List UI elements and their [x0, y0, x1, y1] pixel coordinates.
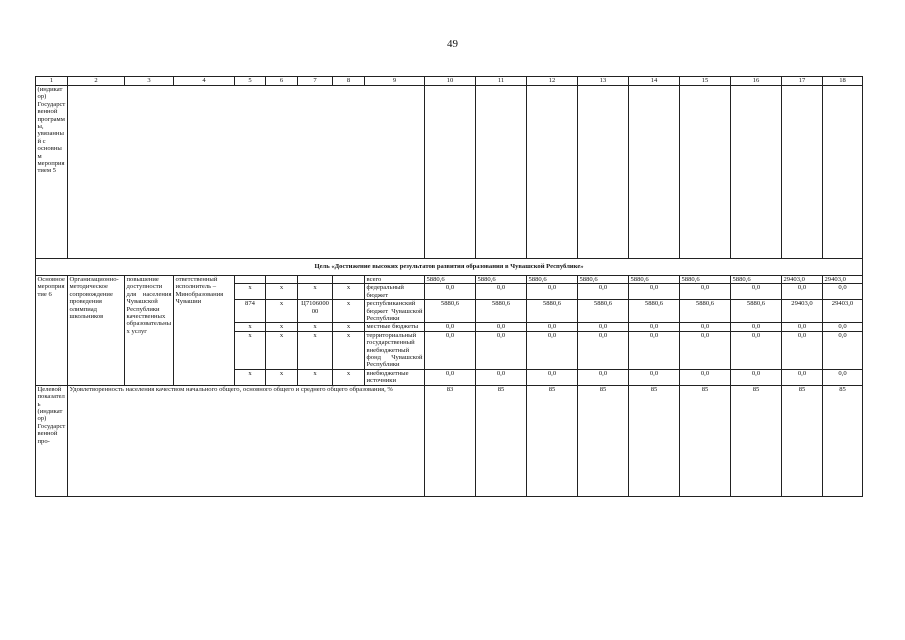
code-cell: x: [298, 323, 333, 331]
indicator-label: Целевой показатель (индикатор) Государственной про-: [36, 385, 68, 496]
empty-cell: [578, 86, 629, 259]
value-cell: 5880,6: [476, 276, 527, 284]
empty-cell: [476, 86, 527, 259]
code-cell: x: [298, 331, 333, 369]
value-cell: 0,0: [680, 331, 731, 369]
col-number: 10: [425, 77, 476, 86]
goal-row: [36, 259, 863, 276]
empty-cell: [527, 86, 578, 259]
code-cell: x: [235, 369, 266, 385]
value-cell: 0,0: [425, 284, 476, 300]
prev-indicator-empty: [68, 86, 425, 259]
value-cell: 0,0: [527, 323, 578, 331]
goal-title: Цель «Достижение высоких результатов развития образования в Чувашской Республике»: [36, 259, 863, 276]
code-cell: x: [298, 369, 333, 385]
column-numbers-row: [36, 77, 863, 86]
funding-source: республиканский бюджет Чувашской Республики: [366, 300, 423, 323]
indicator-value: 85: [527, 385, 578, 496]
event-title: Организационно-методическое сопровождение проведения олимпиад школьников: [68, 276, 125, 386]
indicator-value: 85: [629, 385, 680, 496]
value-cell: 0,0: [527, 369, 578, 385]
code-cell: x: [333, 369, 365, 385]
event-executor: ответственный исполнитель – Минобразования Чувашии: [174, 276, 235, 386]
value-cell: 0,0: [476, 369, 527, 385]
value-cell: 0,0: [629, 284, 680, 300]
code-cell: x: [235, 323, 266, 331]
code-cell: [266, 276, 298, 284]
indicator-value: 85: [578, 385, 629, 496]
value-cell: 5880,6: [731, 276, 782, 284]
code-cell: x: [333, 300, 365, 323]
col-number: 7: [298, 77, 333, 86]
col-number: 14: [629, 77, 680, 86]
value-cell: 0,0: [731, 323, 782, 331]
value-cell: 0,0: [476, 323, 527, 331]
value-cell: 0,0: [425, 323, 476, 331]
code-cell: 874: [235, 300, 266, 323]
value-cell: 0,0: [629, 369, 680, 385]
value-cell: 29403,0: [782, 276, 823, 284]
funding-source: федеральный бюджет: [365, 284, 425, 300]
indicator-value: 83: [425, 385, 476, 496]
code-cell: x: [266, 284, 298, 300]
value-cell: 0,0: [629, 323, 680, 331]
code-cell: Ц710600000: [298, 300, 333, 323]
value-cell: 0,0: [823, 284, 863, 300]
value-cell: 0,0: [578, 323, 629, 331]
indicator-value: 85: [782, 385, 823, 496]
value-cell: 0,0: [629, 331, 680, 369]
value-cell: 5880,6: [629, 276, 680, 284]
value-cell: 0,0: [731, 284, 782, 300]
value-cell: 0,0: [782, 331, 823, 369]
indicator-text: Удовлетворенность населения качеством начального общего, основного общего и среднего общего образования, %: [68, 385, 425, 496]
table-row: [36, 276, 863, 284]
col-number: 3: [125, 77, 174, 86]
value-cell: 29403,0: [823, 276, 863, 284]
value-cell: 5880,6: [731, 300, 782, 323]
prev-indicator-row: [36, 86, 863, 259]
code-cell: x: [298, 284, 333, 300]
value-cell: 0,0: [782, 369, 823, 385]
value-cell: 0,0: [823, 331, 863, 369]
funding-source: всего: [365, 276, 425, 284]
value-cell: 0,0: [578, 369, 629, 385]
code-cell: x: [235, 331, 266, 369]
col-number: 15: [680, 77, 731, 86]
code-cell: x: [266, 300, 298, 323]
code-cell: x: [333, 323, 365, 331]
event-name: Основное мероприятие 6: [36, 276, 68, 386]
value-cell: 29403,0: [782, 300, 823, 323]
col-number: 8: [333, 77, 365, 86]
indicator-value: 85: [476, 385, 527, 496]
empty-cell: [782, 86, 823, 259]
value-cell: 5880,6: [527, 276, 578, 284]
value-cell: 29403,0: [823, 300, 863, 323]
code-cell: [235, 276, 266, 284]
value-cell: 0,0: [680, 284, 731, 300]
code-cell: x: [333, 331, 365, 369]
indicator-row: [36, 385, 863, 496]
code-cell: [333, 276, 365, 284]
page-number: 49: [447, 38, 458, 50]
value-cell: 0,0: [476, 331, 527, 369]
event-target: повышение доступности для населения Чувашской Республики качественных образовательных услуг: [125, 276, 174, 386]
value-cell: 0,0: [731, 369, 782, 385]
value-cell: 0,0: [823, 323, 863, 331]
value-cell: 0,0: [425, 331, 476, 369]
value-cell: 5880,6: [578, 300, 629, 323]
value-cell: 5880,6: [476, 300, 527, 323]
value-cell: 0,0: [680, 369, 731, 385]
indicator-value: 85: [823, 385, 863, 496]
value-cell: 0,0: [782, 284, 823, 300]
code-cell: x: [266, 323, 298, 331]
empty-cell: [731, 86, 782, 259]
value-cell: 0,0: [578, 284, 629, 300]
col-number: 11: [476, 77, 527, 86]
empty-cell: [823, 86, 863, 259]
col-number: 1: [36, 77, 68, 86]
col-number: 12: [527, 77, 578, 86]
col-number: 6: [266, 77, 298, 86]
code-cell: x: [266, 331, 298, 369]
value-cell: 0,0: [527, 331, 578, 369]
value-cell: 0,0: [425, 369, 476, 385]
code-cell: x: [235, 284, 266, 300]
funding-source: местные бюджеты: [365, 323, 425, 331]
code-cell: x: [266, 369, 298, 385]
col-number: 2: [68, 77, 125, 86]
financing-table: [35, 76, 863, 497]
col-number: 9: [365, 77, 425, 86]
prev-indicator-label: (индикатор) Государственной программы, увязанный с основным мероприятием 5: [36, 86, 68, 259]
value-cell: 5880,6: [425, 300, 476, 323]
funding-source: внебюджетные источники: [365, 369, 425, 385]
col-number: 4: [174, 77, 235, 86]
empty-cell: [629, 86, 680, 259]
value-cell: 0,0: [578, 331, 629, 369]
funding-source: территориальный государственный внебюджетный фонд Чувашской Республики: [366, 331, 423, 369]
value-cell: 5880,6: [527, 300, 578, 323]
col-number: 17: [782, 77, 823, 86]
value-cell: 0,0: [476, 284, 527, 300]
value-cell: 5880,6: [578, 276, 629, 284]
value-cell: 5880,6: [680, 276, 731, 284]
code-cell: [298, 276, 333, 284]
value-cell: 5880,6: [680, 300, 731, 323]
col-number: 18: [823, 77, 863, 86]
code-cell: x: [333, 284, 365, 300]
indicator-value: 85: [731, 385, 782, 496]
col-number: 5: [235, 77, 266, 86]
value-cell: 0,0: [823, 369, 863, 385]
value-cell: 5880,6: [629, 300, 680, 323]
empty-cell: [680, 86, 731, 259]
col-number: 13: [578, 77, 629, 86]
value-cell: 0,0: [680, 323, 731, 331]
value-cell: 0,0: [731, 331, 782, 369]
value-cell: 5880,6: [425, 276, 476, 284]
value-cell: 0,0: [527, 284, 578, 300]
indicator-value: 85: [680, 385, 731, 496]
empty-cell: [425, 86, 476, 259]
value-cell: 0,0: [782, 323, 823, 331]
col-number: 16: [731, 77, 782, 86]
